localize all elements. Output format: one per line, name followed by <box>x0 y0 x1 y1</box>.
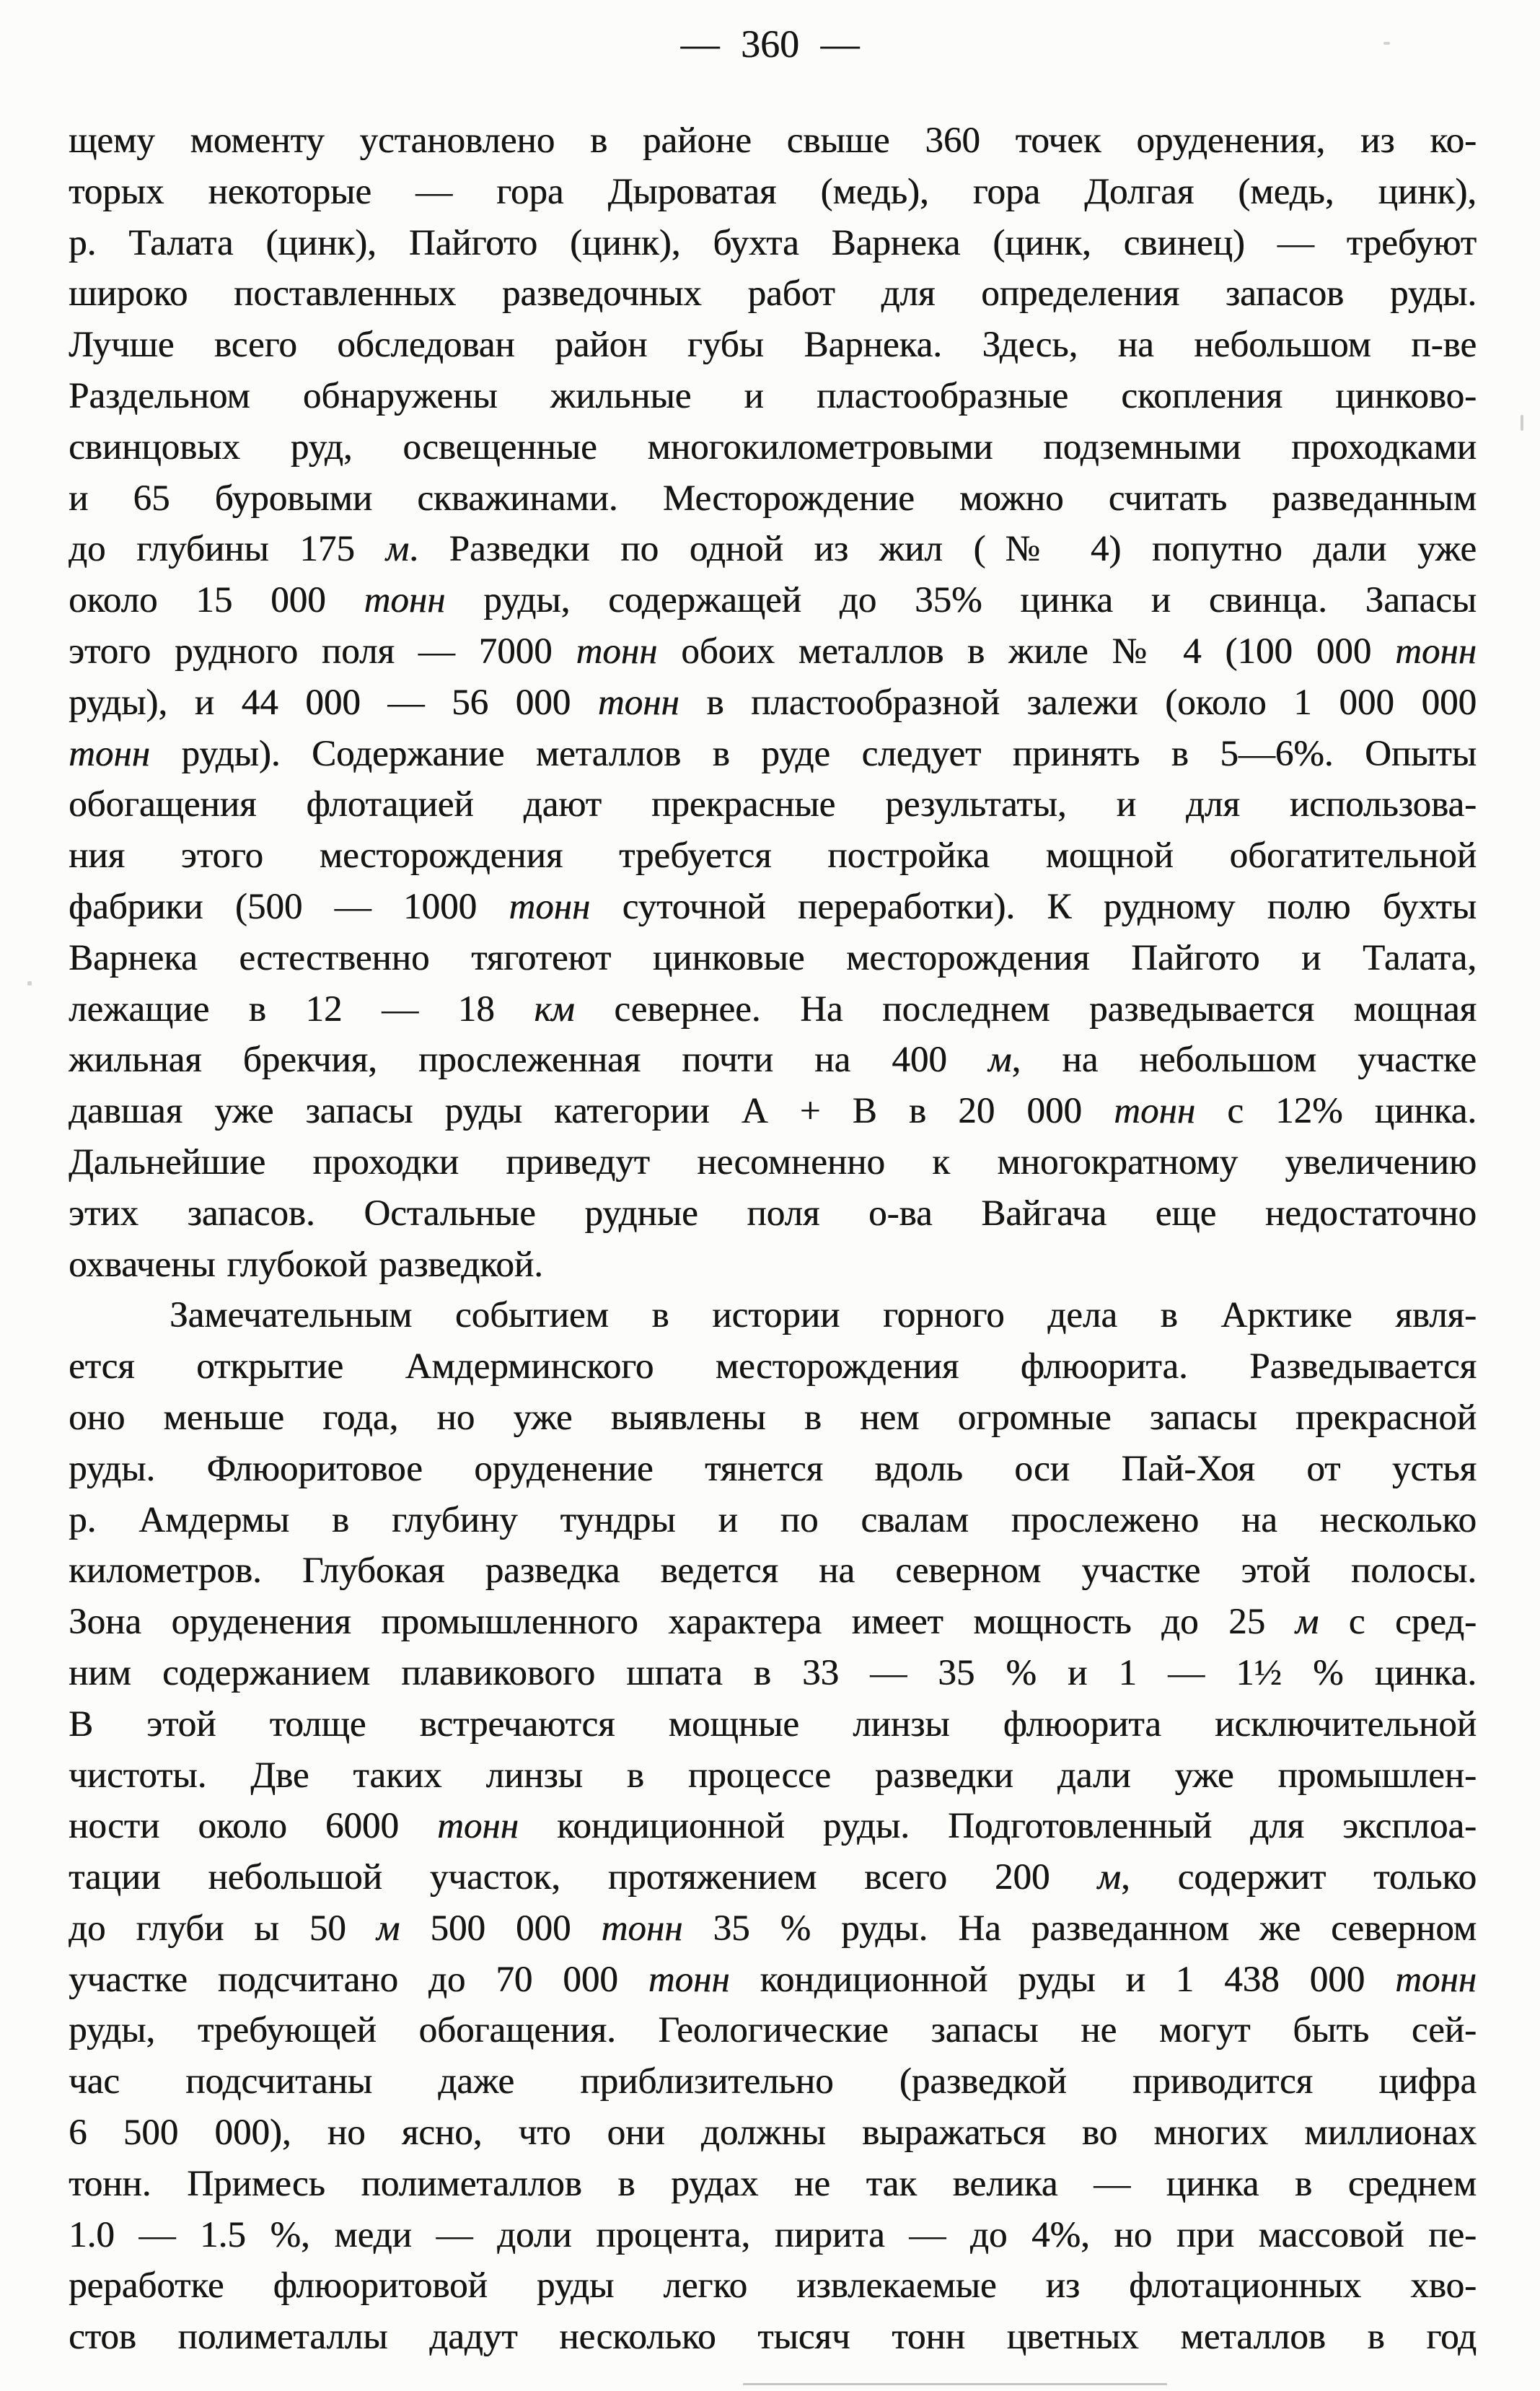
text-segment: кондиционной руды и 1 438 000 <box>729 1959 1396 2000</box>
text-segment: этого рудного поля — 7000 <box>69 631 576 672</box>
text-line <box>69 1852 1477 1903</box>
text-segment-italic: м <box>1295 1602 1319 1643</box>
text-segment: В этой толще встречаются мощные линзы флюорита исключительной <box>69 1703 1477 1745</box>
text-segment: в пластообразной залежи (около 1 000 000 <box>679 682 1477 723</box>
text-line <box>69 575 1477 626</box>
text-segment-italic: м <box>1097 1857 1121 1898</box>
text-line <box>69 1597 1477 1648</box>
text-segment: ния этого месторождения требуется постройка мощной обогатительной <box>69 835 1477 877</box>
text-line <box>69 830 1477 882</box>
text-line <box>69 1545 1477 1597</box>
text-line <box>69 1341 1477 1392</box>
text-line <box>69 371 1477 422</box>
text-line <box>69 1903 1477 1955</box>
text-line <box>69 677 1477 729</box>
text-segment: до глуби ы 50 <box>69 1908 377 1949</box>
text-segment: севернее. На последнем разведывается мощная <box>574 988 1477 1030</box>
text-line <box>69 882 1477 933</box>
text-segment-italic: м <box>376 1908 400 1949</box>
text-line <box>69 2107 1477 2159</box>
text-segment: 1.0 — 1.5 %, меди — доли процента, пирита — до 4%, но при массовой пе- <box>69 2214 1477 2255</box>
text-segment: обогащения флотацией дают прекрасные результаты, и для использова- <box>69 784 1477 825</box>
text-segment: суточной переработки). К рудному полю бухты <box>590 886 1477 927</box>
text-segment: и 65 буровыми скважинами. Месторождение можно считать разведанным <box>69 478 1477 519</box>
text-line <box>69 115 1477 167</box>
text-line <box>69 2312 1477 2363</box>
text-line <box>69 218 1477 269</box>
text-line <box>69 2210 1477 2261</box>
text-segment: до глубины 175 <box>69 529 386 570</box>
text-segment-italic: км <box>534 988 575 1030</box>
text-segment: р. Амдермы в глубину тундры и по свалам прослежено на несколько <box>69 1499 1477 1540</box>
text-line <box>69 2005 1477 2056</box>
text-segment-italic: тонн <box>69 733 150 774</box>
scan-speck <box>27 981 32 986</box>
scan-speck <box>1521 415 1523 431</box>
text-segment: руды, требующей обогащения. Геологические запасы не могут быть сей- <box>69 2010 1477 2051</box>
text-segment-italic: тонн <box>364 580 446 621</box>
text-line <box>69 729 1477 780</box>
text-segment: , на небольшом участке <box>1011 1040 1477 1081</box>
text-segment: реработке флюоритовой руды легко извлекаемые из флотационных хво- <box>69 2265 1477 2307</box>
text-segment: тации небольшой участок, протяжением всего 200 <box>69 1857 1098 1898</box>
text-segment: руды. Флюоритовое оруденение тянется вдоль оси Пай-Хоя от устья <box>69 1448 1477 1489</box>
text-line <box>69 1750 1477 1802</box>
text-segment: час подсчитаны даже приблизительно (разведкой приводится цифра <box>69 2061 1477 2102</box>
text-segment: . Разведки по одной из жил (№ 4) попутно дали уже <box>409 529 1477 570</box>
text-line <box>69 422 1477 473</box>
text-line <box>69 320 1477 371</box>
text-segment: Лучше всего обследован район губы Варнека. Здесь, на небольшом п-ве <box>69 325 1477 366</box>
text-segment: стов полиметаллы дадут несколько тысяч тонн цветных металлов в год <box>69 2317 1477 2358</box>
text-segment: фабрики (500 — 1000 <box>69 886 509 927</box>
text-segment: 6 500 000), но ясно, что они должны выражаться во многих миллионах <box>69 2113 1477 2154</box>
scan-speck <box>1114 2336 1118 2340</box>
text-segment: широко поставленных разведочных работ для определения запасов руды. <box>69 273 1477 315</box>
text-block <box>69 115 1477 2363</box>
text-line <box>69 524 1477 575</box>
text-line <box>69 1188 1477 1240</box>
text-segment: тонн. Примесь полиметаллов в рудах не так велика — цинка в среднем <box>69 2163 1477 2204</box>
text-segment: руды, содержащей до 35% цинка и свинца. Запасы <box>445 580 1477 621</box>
text-segment-italic: тонн <box>597 682 679 723</box>
text-line <box>69 1955 1477 2006</box>
text-line <box>69 626 1477 677</box>
text-line <box>69 2159 1477 2210</box>
text-segment-italic: тонн <box>576 631 658 672</box>
text-line <box>69 1392 1477 1444</box>
text-line <box>69 1648 1477 1699</box>
text-segment: руды). Содержание металлов в руде следует принять в 5—6%. Опыты <box>149 733 1477 774</box>
text-line <box>69 1035 1477 1086</box>
text-segment-italic: м <box>987 1040 1012 1081</box>
text-segment: ности около 6000 <box>69 1806 438 1847</box>
text-segment: участке подсчитано до 70 000 <box>69 1959 648 2000</box>
text-segment-italic: тонн <box>509 886 591 927</box>
text-segment-italic: тонн <box>437 1806 519 1847</box>
text-segment: торых некоторые — гора Дыроватая (медь), гора Долгая (медь, цинк), <box>69 171 1477 212</box>
text-segment-italic: тонн <box>1395 1959 1477 2000</box>
text-segment-italic: м <box>385 529 410 570</box>
text-segment: Раздельном обнаружены жильные и пластообразные скопления цинково- <box>69 375 1477 416</box>
text-segment: жильная брекчия, прослеженная почти на 400 <box>69 1040 988 1081</box>
text-segment: с 12% цинка. <box>1195 1091 1477 1132</box>
text-segment: чистоты. Две таких линзы в процессе разведки дали уже промышлен- <box>69 1755 1477 1796</box>
text-line <box>69 1801 1477 1852</box>
text-segment-italic: тонн <box>601 1908 683 1949</box>
text-line <box>69 1086 1477 1137</box>
text-line <box>69 779 1477 830</box>
text-segment-italic: тонн <box>648 1959 730 2000</box>
text-segment: ется открытие Амдерминского месторождения флюорита. Разведывается <box>69 1346 1477 1387</box>
text-segment: кондиционной руды. Подготовленный для эксплоа- <box>518 1806 1477 1847</box>
text-segment: щему моменту установлено в районе свыше 360 точек оруденения, из ко- <box>69 120 1477 161</box>
text-segment: , содержит только <box>1120 1857 1477 1898</box>
text-line <box>69 1699 1477 1750</box>
text-segment: р. Талата (цинк), Пайгото (цинк), бухта Варнека (цинк, свинец) — требуют <box>69 222 1477 263</box>
text-segment-italic: тонн <box>1114 1091 1196 1132</box>
text-line <box>69 933 1477 984</box>
text-segment: километров. Глубокая разведка ведется на северном участке этой полосы. <box>69 1550 1477 1592</box>
text-segment: этих запасов. Остальные рудные поля о-ва Вайгача еще недостаточно <box>69 1193 1477 1234</box>
text-line <box>69 2260 1477 2312</box>
text-segment: давшая уже запасы руды категории А + В в 20 000 <box>69 1091 1114 1132</box>
text-line <box>69 268 1477 320</box>
text-segment: Зона оруденения промышленного характера имеет мощность до 25 <box>69 1602 1295 1643</box>
text-segment: около 15 000 <box>69 580 364 621</box>
text-line <box>69 1240 1477 1291</box>
page-number: — 360 — <box>680 22 860 66</box>
text-line <box>69 473 1477 525</box>
text-segment: лежащие в 12 — 18 <box>69 988 534 1030</box>
text-segment: Замечательным событием в истории горного дела в Арктике явля- <box>170 1295 1477 1336</box>
text-segment: Варнека естественно тяготеют цинковые месторождения Пайгото и Талата, <box>69 937 1477 978</box>
text-segment: Дальнейшие проходки приведут несомненно к многократному увеличению <box>69 1141 1477 1183</box>
text-segment: обоих металлов в жиле № 4 (100 000 <box>657 631 1396 672</box>
text-line <box>69 2056 1477 2107</box>
text-line <box>69 1137 1477 1188</box>
text-line <box>69 1495 1477 1546</box>
text-segment-italic: тонн <box>1395 631 1477 672</box>
scan-speck <box>1383 42 1390 45</box>
text-segment: охвачены глубокой разведкой. <box>69 1244 543 1285</box>
text-segment: 35 % руды. На разведанном же северном <box>682 1908 1477 1949</box>
text-line <box>69 984 1477 1035</box>
scan-edge-line <box>743 2383 1167 2385</box>
text-segment: свинцовых руд, освещенные многокилометровыми подземными проходками <box>69 426 1477 468</box>
text-segment: ним содержанием плавикового шпата в 33 — 35 % и 1 — 1½ % цинка. <box>69 1652 1477 1693</box>
text-segment: с сред- <box>1319 1602 1477 1643</box>
text-segment: руды), и 44 000 — 56 000 <box>69 682 598 723</box>
text-line <box>69 167 1477 218</box>
text-line <box>69 1444 1477 1495</box>
text-segment: 500 000 <box>400 1908 602 1949</box>
text-line <box>69 1290 1477 1341</box>
text-segment: оно меньше года, но уже выявлены в нем огромные запасы прекрасной <box>69 1397 1477 1438</box>
